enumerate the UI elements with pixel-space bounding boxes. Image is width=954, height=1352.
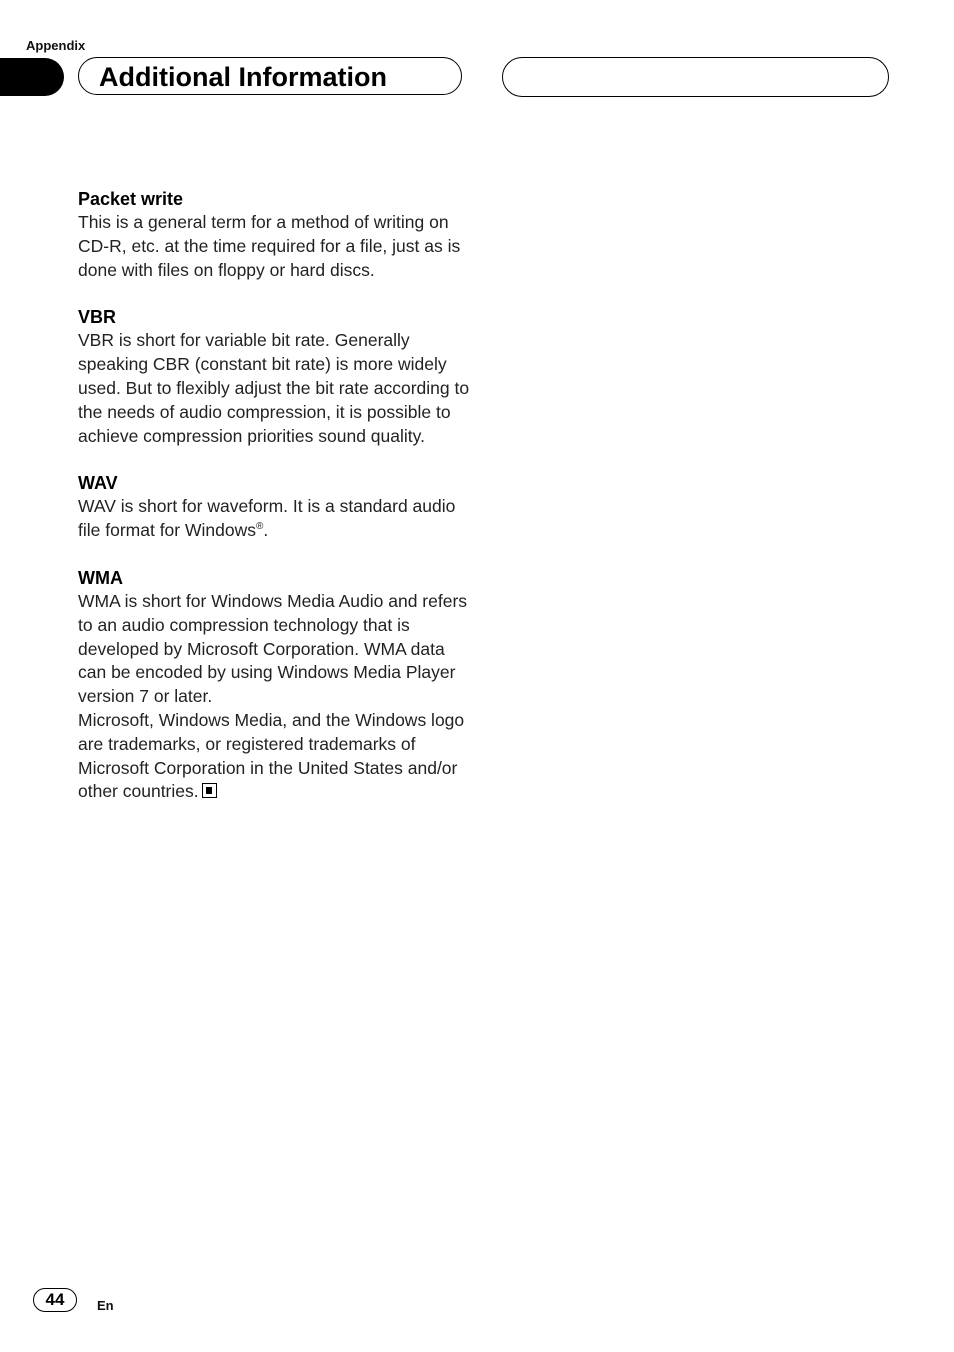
entry-title: WMA	[78, 567, 123, 588]
glossary-entry-wma	[78, 566, 470, 804]
page-title: Additional Information	[99, 62, 387, 92]
entry-paragraph: WMA is short for Windows Media Audio and refers to an audio compression technology that is developed by Microsoft Corporation. WMA data can be encoded by using Windows Media Player version 7 or later.	[78, 590, 468, 707]
title-banner	[78, 57, 462, 95]
entry-paragraph: This is a general term for a method of writing on CD-R, etc. at the time required for a file, just as is done with files on floppy or hard discs.	[78, 212, 461, 280]
entry-text-end: .	[263, 520, 269, 541]
entry-text: Microsoft, Windows Media, and the Windows logo are trademarks, or registered trademarks of Microsoft Corporation in the United States and/or other countries.	[78, 709, 465, 802]
registered-mark: ®	[255, 521, 264, 533]
entry-title: VBR	[78, 307, 117, 328]
glossary-entry-wav	[78, 471, 470, 543]
end-of-section-icon	[202, 783, 217, 798]
entry-text: WAV is short for waveform. It is a standard audio file format for Windows	[78, 496, 456, 541]
page-number: 44	[33, 1288, 77, 1312]
entry-paragraph	[78, 709, 470, 804]
entry-body	[78, 590, 470, 804]
empty-banner	[502, 57, 889, 97]
entry-body	[78, 211, 470, 282]
entry-body	[78, 495, 470, 543]
entry-paragraph: VBR is short for variable bit rate. Generally speaking CBR (constant bit rate) is more widely used. But to flexibly adjust the bit rate according to the needs of audio compression, it is possible to achieve compression priorities sound quality.	[78, 330, 470, 446]
entry-paragraph	[78, 495, 470, 543]
glossary-entry-vbr	[78, 305, 470, 448]
section-tab	[0, 58, 64, 96]
glossary-content	[78, 187, 470, 827]
entry-title: WAV	[78, 473, 118, 494]
glossary-entry-packet-write	[78, 187, 470, 282]
section-label: Appendix	[26, 38, 86, 53]
entry-title: Packet write	[78, 189, 184, 209]
entry-body	[78, 329, 470, 448]
language-label: En	[97, 1298, 114, 1313]
